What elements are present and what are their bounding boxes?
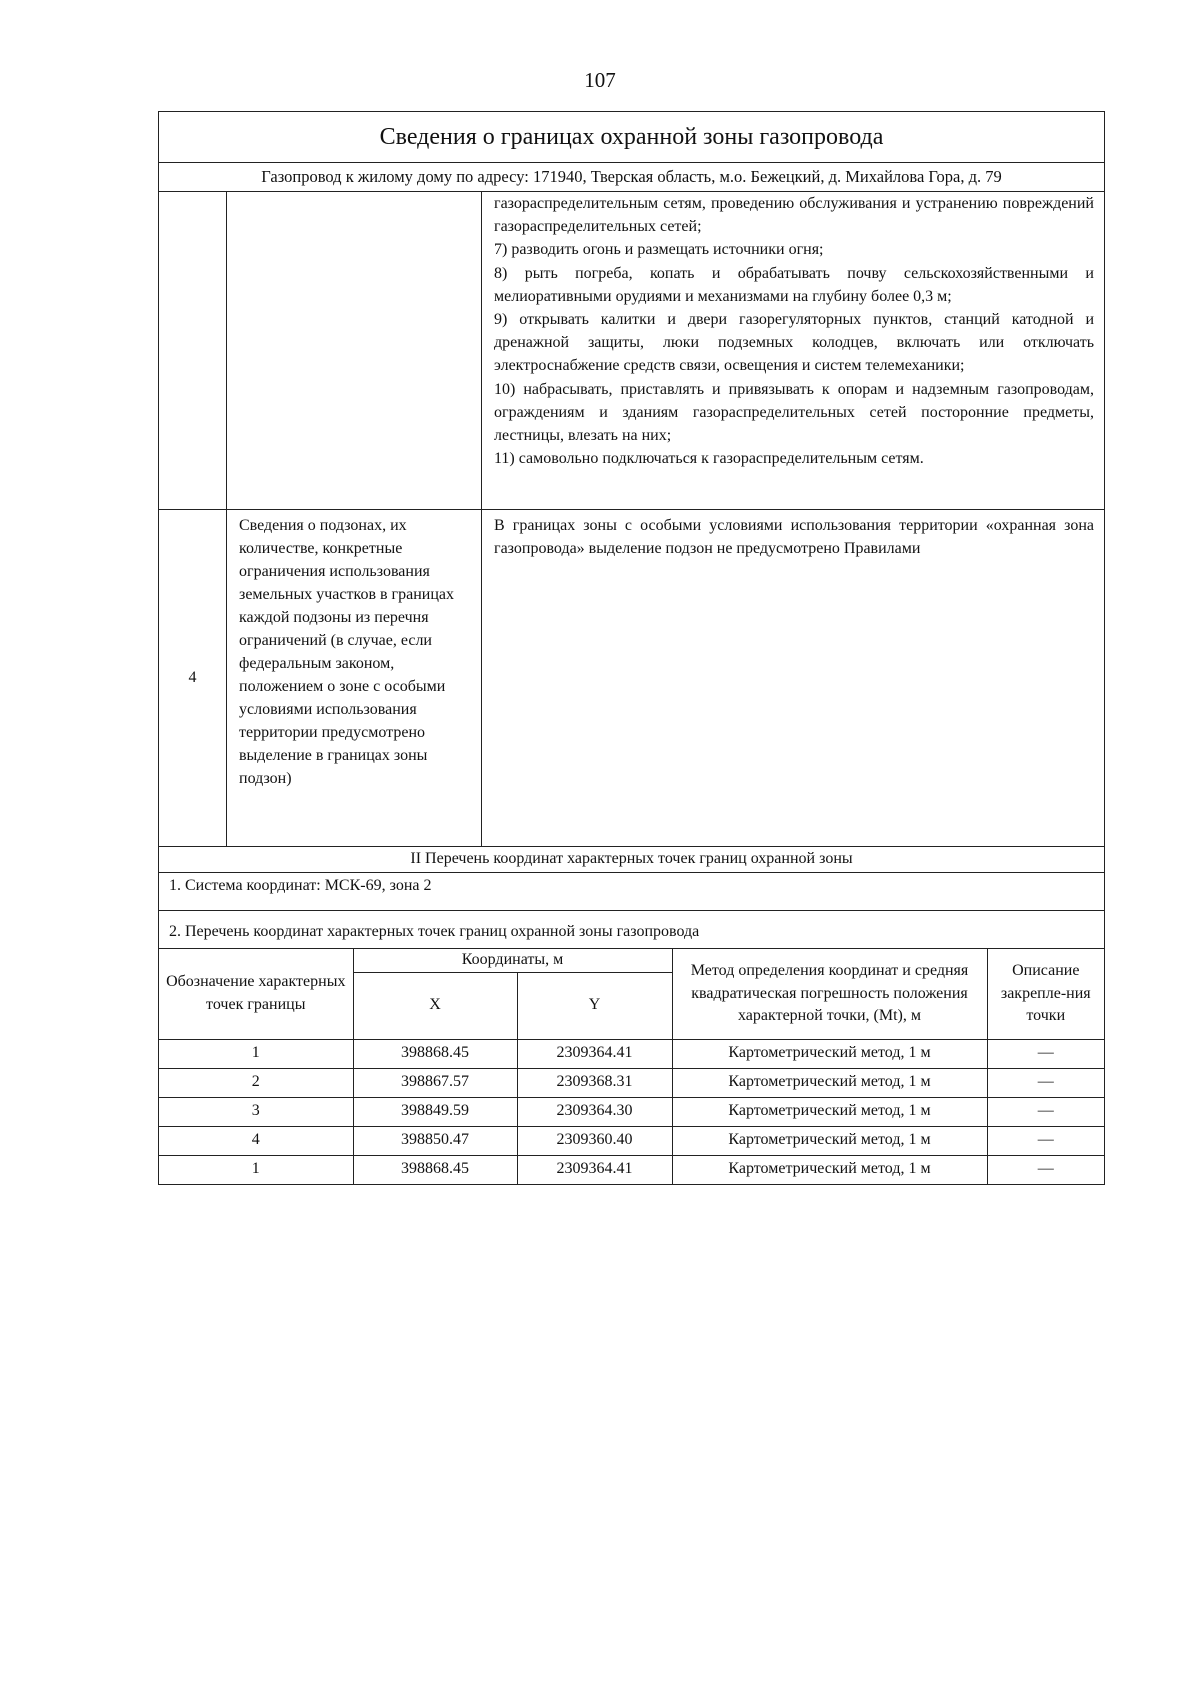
x-cell: 398867.57	[353, 1068, 517, 1097]
header-method: Метод определения координат и средняя квадратическая погрешность положения характерной точки, (Mt), м	[672, 949, 987, 1039]
description-cell: —	[987, 1126, 1104, 1155]
document-table	[158, 111, 1105, 1185]
document-title: Сведения о границах охранной зоны газопровода	[159, 112, 1104, 163]
x-cell: 398868.45	[353, 1155, 517, 1184]
y-cell: 2309364.41	[517, 1039, 672, 1068]
restrictions-text-cell	[482, 192, 1105, 510]
document-subtitle: Газопровод к жилому дому по адресу: 171940, Тверская область, м.о. Бежецкий, д. Михайлова Гора, д. 79	[159, 163, 1104, 192]
restrictions-continuation-row	[159, 192, 1104, 510]
x-cell: 398868.45	[353, 1039, 517, 1068]
table-row	[159, 1039, 1104, 1068]
table-row	[159, 1068, 1104, 1097]
description-cell: —	[987, 1097, 1104, 1126]
method-cell: Картометрический метод, 1 м	[672, 1126, 987, 1155]
method-cell: Картометрический метод, 1 м	[672, 1155, 987, 1184]
restriction-line: 7) разводить огонь и размещать источники огня;	[494, 241, 824, 259]
description-cell: —	[987, 1068, 1104, 1097]
page-number: 107	[584, 68, 616, 92]
subzones-label-cell	[227, 510, 482, 847]
method-cell: Картометрический метод, 1 м	[672, 1068, 987, 1097]
section-1	[159, 192, 1104, 847]
coordinates-section	[159, 949, 1104, 1184]
y-cell: 2309364.41	[517, 1155, 672, 1184]
point-cell: 2	[159, 1068, 353, 1097]
point-cell: 1	[159, 1155, 353, 1184]
y-cell: 2309364.30	[517, 1097, 672, 1126]
description-cell: —	[987, 1155, 1104, 1184]
y-cell: 2309360.40	[517, 1126, 672, 1155]
row-label-cell	[227, 192, 482, 510]
coordinate-list-title: 2. Перечень координат характерных точек границ охранной зоны газопровода	[159, 911, 1104, 949]
table-row	[159, 1126, 1104, 1155]
header-point: Обозначение характерных точек границы	[159, 949, 353, 1039]
restriction-line: 8) рыть погреба, копать и обрабатывать почву сельскохозяйственными и мелиоративными орудиями и механизмами на глубину более 0,3 м;	[494, 264, 1094, 305]
header-coordinates: Координаты, м	[353, 949, 672, 972]
table-row	[159, 1097, 1104, 1126]
y-cell: 2309368.31	[517, 1068, 672, 1097]
point-cell: 1	[159, 1039, 353, 1068]
x-cell: 398849.59	[353, 1097, 517, 1126]
restriction-line: 11) самовольно подключаться к газораспределительным сетям.	[494, 450, 924, 468]
method-cell: Картометрический метод, 1 м	[672, 1097, 987, 1126]
point-cell: 3	[159, 1097, 353, 1126]
point-cell: 4	[159, 1126, 353, 1155]
row-number-cell	[159, 192, 227, 510]
table-row	[159, 1155, 1104, 1184]
coordinates-table	[159, 949, 1104, 1184]
header-x: X	[353, 972, 517, 1039]
description-cell: —	[987, 1039, 1104, 1068]
restriction-line: 10) набрасывать, приставлять и привязывать к опорам и надземным газопроводам, ограждениям и зданиям газораспределительных сетей посторонние предметы, лестницы, влезать на них;	[494, 380, 1094, 444]
subzones-row	[159, 510, 1104, 847]
restrictions-table	[159, 192, 1104, 846]
restriction-line: 9) открывать калитки и двери газорегуляторных пунктов, станций катодной и дренажной защиты, люки подземных колодцев, включать или отключать электроснабжение средств связи, освещения и систем телемеханики;	[494, 310, 1094, 375]
x-cell: 398850.47	[353, 1126, 517, 1155]
subzones-label: Сведения о подзонах, их количестве, конкретные ограничения использования земельных участков в границах каждой подзоны из перечня ограничений (в случае, если федеральным законом, положением о зоне с особыми условиями использования территории предусмотрено выделение в границах зоны подзон)	[239, 517, 455, 788]
subzones-value-cell	[482, 510, 1105, 847]
subzones-value: В границах зоны с особыми условиями использования территории «охранная зона газопровода» выделение подзон не предусмотрено Правилами	[494, 517, 1094, 558]
section-2-heading: II Перечень координат характерных точек границ охранной зоны	[159, 847, 1104, 873]
method-cell: Картометрический метод, 1 м	[672, 1039, 987, 1068]
coordinate-system: 1. Система координат: МСК-69, зона 2	[159, 873, 1104, 911]
restriction-line: газораспределительным сетям, проведению обслуживания и устранению повреждений газораспределительных сетей;	[494, 195, 1094, 236]
header-description: Описание закрепле-ния точки	[987, 949, 1104, 1039]
header-y: Y	[517, 972, 672, 1039]
subzones-row-number: 4	[159, 510, 227, 847]
